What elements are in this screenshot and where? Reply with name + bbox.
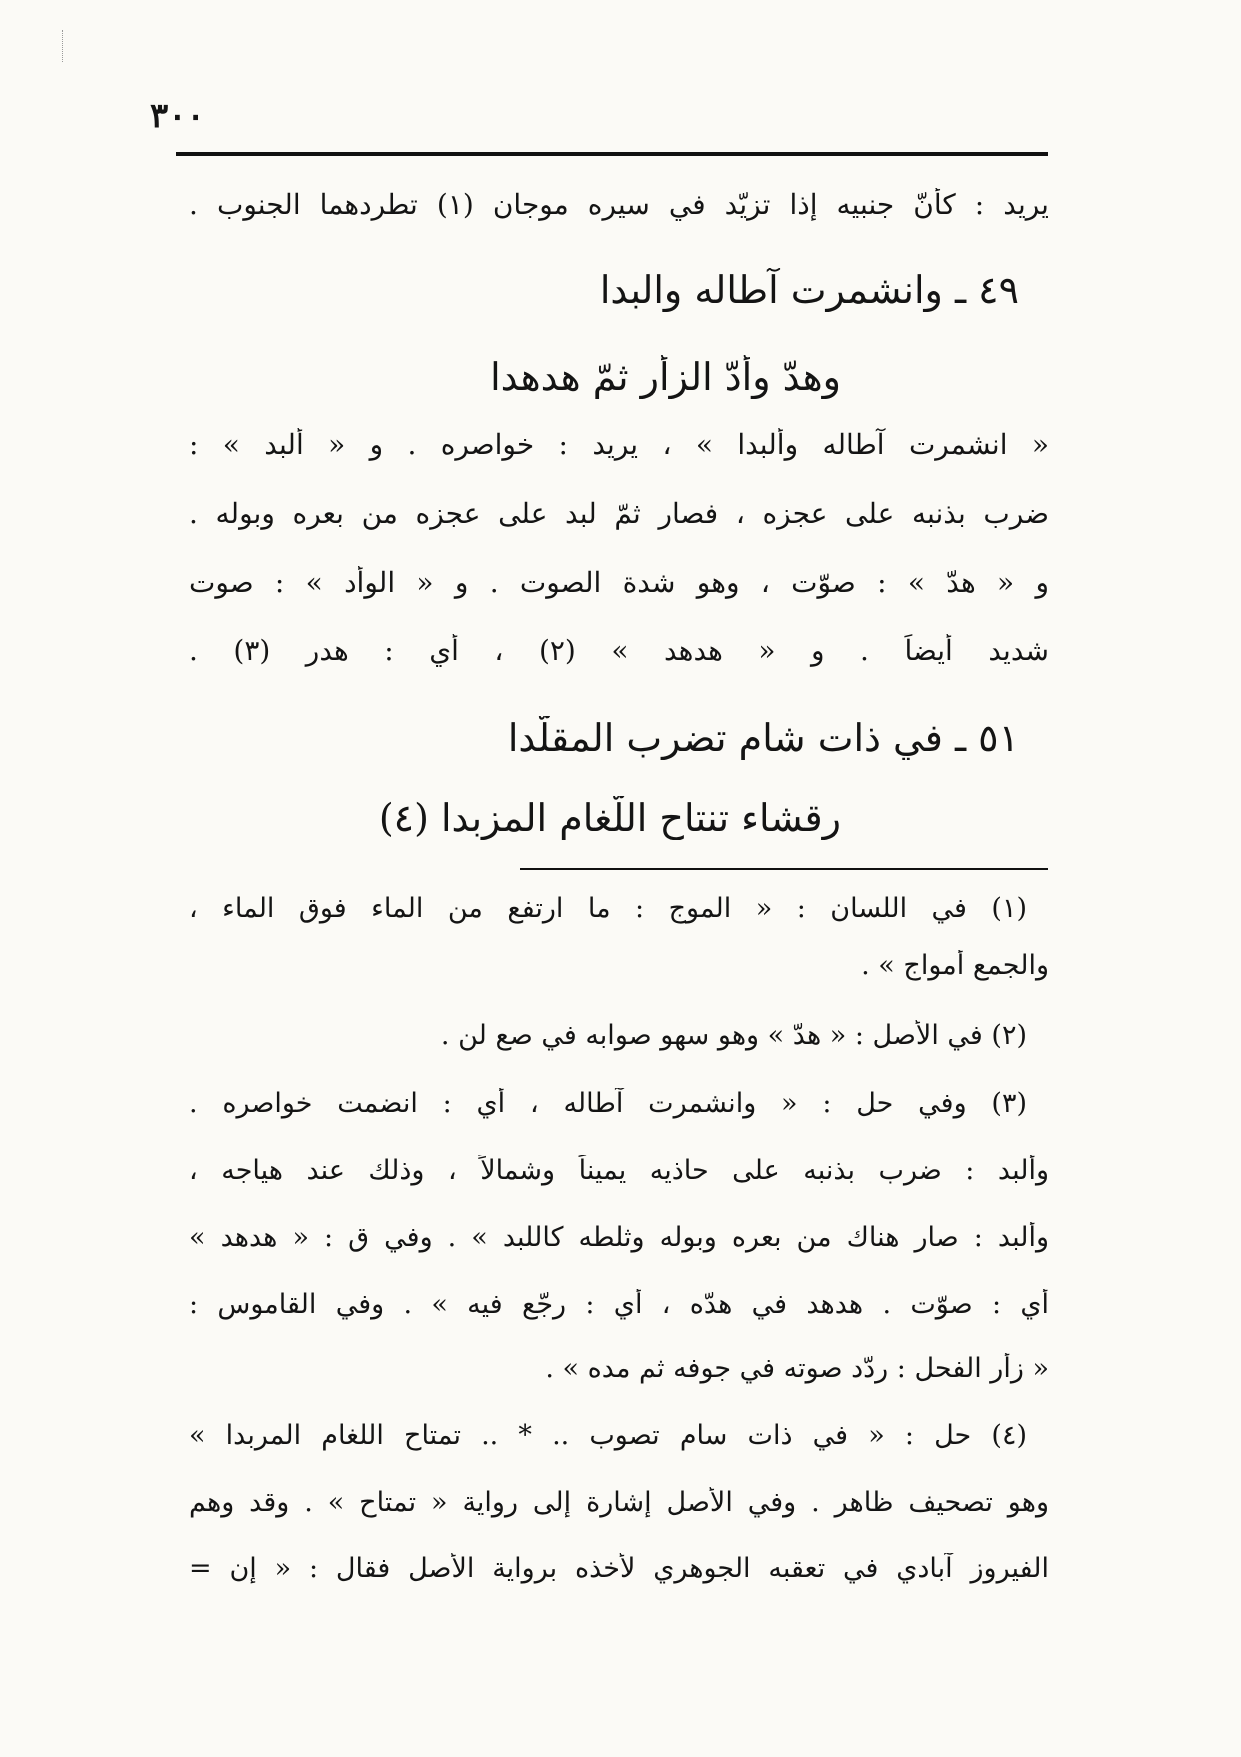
verse-51-line-1: ٥١ ـ في ذات شام تضرب المقلّدا xyxy=(507,716,1019,760)
footnote-2-line-1: (٢) في الأصل : « هدّ » وهو سهو صوابه في صع لن . xyxy=(440,1020,1027,1051)
verse-49-line-2: وهدّ وأدّ الزأر ثمّ هدهدا xyxy=(490,355,841,399)
footnote-1-line-1: (١) في اللسان : « الموج : ما ارتفع من الماء فوق الماء ، xyxy=(189,893,1027,924)
commentary-line-4: شديد أيضاً . و « هدهد » (٢) ، أي : هدر (٣) . xyxy=(189,634,1049,667)
footnote-rule xyxy=(520,868,1048,870)
commentary-line-1: « انشمرت آطاله وألبدا » ، يريد : خواصره . و « ألبد » : xyxy=(189,428,1049,461)
footnote-3-line-4: أي : صوّت . هدهد في هدّه ، أي : رجّع فيه » . وفي القاموس : xyxy=(189,1289,1049,1320)
margin-mark xyxy=(62,30,73,62)
verse-49-line-1: ٤٩ ـ وانشمرت آطاله والبدا xyxy=(599,268,1019,312)
footnote-4-line-2: وهو تصحيف ظاهر . وفي الأصل إشارة إلى رواية « تمتاح » . وقد وهم xyxy=(189,1487,1049,1518)
footnote-3-line-2: وألبد : ضرب بذنبه على حاذيه يميناً وشمالاً ، وذلك عند هياجه ، xyxy=(189,1155,1049,1186)
commentary-line-2: ضرب بذنبه على عجزه ، فصار ثمّ لبد على عجزه من بعره وبوله . xyxy=(189,497,1049,530)
footnote-4-line-1: (٤) حل : « في ذات سام تصوب .. * .. تمتاح اللغام المربدا » xyxy=(189,1420,1027,1451)
footnote-3-line-5: « زأر الفحل : ردّد صوته في جوفه ثم مده » . xyxy=(545,1353,1049,1384)
commentary-line-3: و « هدّ » : صوّت ، وهو شدة الصوت . و « الوأد » : صوت xyxy=(189,566,1049,599)
footnote-4-line-3: الفيروز آبادي في تعقبه الجوهري لأخذه برواية الأصل فقال : « إن = xyxy=(189,1553,1049,1584)
header-rule xyxy=(176,152,1048,156)
footnote-3-line-1: (٣) وفي حل : « وانشمرت آطاله ، أي : انضمت خواصره . xyxy=(189,1088,1027,1119)
verse-51-line-2: رقشاء تنتاح اللّغام المزبدا (٤) xyxy=(378,796,841,840)
page-number: ٣٠٠ xyxy=(150,96,205,136)
intro-line: يريد : كأنّ جنبيه إذا تزيّد في سيره موجان (١) تطردهما الجنوب . xyxy=(189,188,1049,221)
footnote-3-line-3: وألبد : صار هناك من بعره وبوله وثلطه كاللبد » . وفي ق : « هدهد » xyxy=(189,1222,1049,1253)
footnote-1-line-2: والجمع أمواج » . xyxy=(861,950,1049,981)
